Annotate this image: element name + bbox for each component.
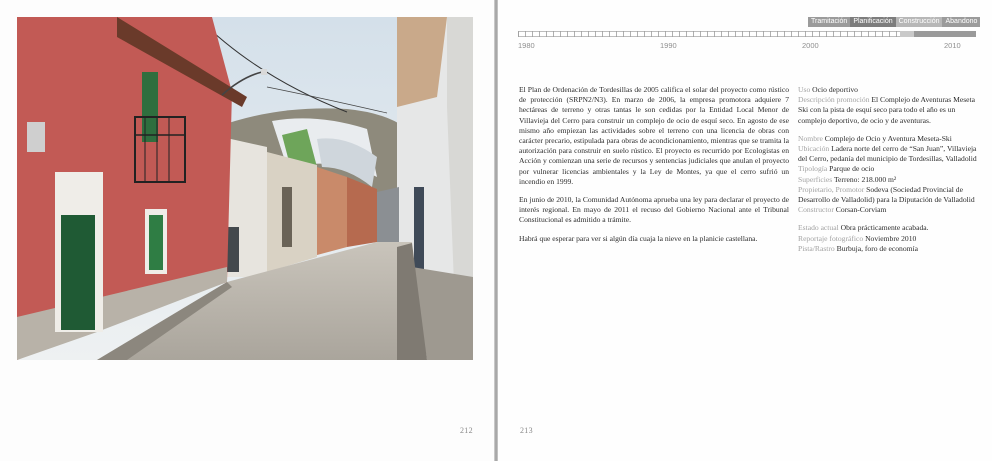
ubicacion-label: Ubicación xyxy=(798,144,830,154)
estado-label: Estado actual xyxy=(798,223,839,233)
phase-construccion: Construcción xyxy=(896,17,943,27)
uso-label: Uso xyxy=(798,85,811,94)
phase-planificacion: Planificación xyxy=(850,17,895,27)
phase-tramitacion: Tramitación xyxy=(808,17,850,27)
phase-legend xyxy=(808,17,980,27)
nombre-value: Complejo de Ocio y Aventura Meseta-Ski xyxy=(824,133,952,143)
reportaje-value: Noviembre 2010 xyxy=(865,233,917,243)
superficies-label: Superficies xyxy=(798,174,833,184)
uso-value: Ocio deportivo xyxy=(812,85,858,94)
ubicacion-value: Ladera norte del cerro de “San Juan”, Villavieja del Cerro, pedanía del municipio de Tordesillas, Valladolid xyxy=(798,144,977,164)
reportaje-label: Reportaje fotográfico xyxy=(798,233,864,243)
pista-label: Pista/Rastro xyxy=(798,243,835,253)
year-label-1980: 1980 xyxy=(518,41,535,50)
timeline xyxy=(518,31,976,53)
paragraph: El Plan de Ordenación de Tordesillas de 2005 califica el solar del proyecto como rústico de protección (SRPN2/N3). En marzo de 2006, la empresa promotora adquiere 7 hectáreas de terreno y otras tantas le son cedidas por la Entidad Local Menor de Villavieja del Cerro para construir un complejo de ocio de esquí seco. En agosto de ese mismo año empiezan las actividades sobre el terreno con una licencia de obras con carácter precario, estipulada para obras de acondicionamiento, mientras que se tramita la autorización para construir en suelo rústico. El proyecto es recurrido por Ecologistas en Acción y comienzan una serie de recursos y sentencias judiciales que anulan el proyecto por vulnerar licencias ambientales y la Ley de Montes, ya que el cerro sufrió un incendio en 1999. xyxy=(519,85,789,186)
tipologia-label: Tipología xyxy=(798,164,828,174)
pista-value: Burbuja, foro de economía xyxy=(836,243,919,253)
facts-block-status xyxy=(798,223,978,254)
main-text-column xyxy=(519,85,789,252)
estado-value: Obra prácticamente acabada. xyxy=(840,223,929,233)
project-facts-column xyxy=(798,85,978,262)
facts-block-use xyxy=(798,85,978,126)
facts-block-details xyxy=(798,134,978,216)
descripcion-label: Descripción promoción xyxy=(798,95,870,105)
year-label-2010: 2010 xyxy=(944,41,961,50)
page-number-left: 212 xyxy=(460,426,473,435)
constructor-value: Corsan-Corviam xyxy=(835,205,887,215)
propietario-value: Sodeva (Sociedad Provincial de Desarrollo de Valladolid) para la Diputación de Valladolid xyxy=(798,184,975,205)
timeline-construction-span xyxy=(914,31,976,37)
year-label-1990: 1990 xyxy=(660,41,677,50)
timeline-planning-span xyxy=(900,31,914,37)
phase-abandono: Abandono xyxy=(942,17,980,27)
propietario-label: Propietario, Promotor xyxy=(798,184,865,194)
nombre-label: Nombre xyxy=(798,133,823,143)
year-label-2000: 2000 xyxy=(802,41,819,50)
descripcion-value: El Complejo de Aventuras Meseta Ski con la pista de esquí seco para todo el año es un complejo deportivo, de ocio y de aventuras. xyxy=(798,95,976,125)
left-page xyxy=(0,0,494,461)
paragraph: En junio de 2010, la Comunidad Autónoma aprueba una ley para declarar el proyecto de interés regional. En mayo de 2011 el recuso del Gobierno Nacional ante el Tribunal Constitucional es admitido a trámite. xyxy=(519,195,789,225)
street-photo xyxy=(17,17,473,360)
superficies-value: Terreno: 218.000 m² xyxy=(833,174,897,184)
constructor-label: Constructor xyxy=(798,205,834,215)
tipologia-value: Parque de ocio xyxy=(829,164,875,174)
page-number-right: 213 xyxy=(520,426,533,435)
paragraph: Habrá que esperar para ver si algún día cuaja la nieve en la planicie castellana. xyxy=(519,233,758,243)
right-page xyxy=(498,0,992,461)
